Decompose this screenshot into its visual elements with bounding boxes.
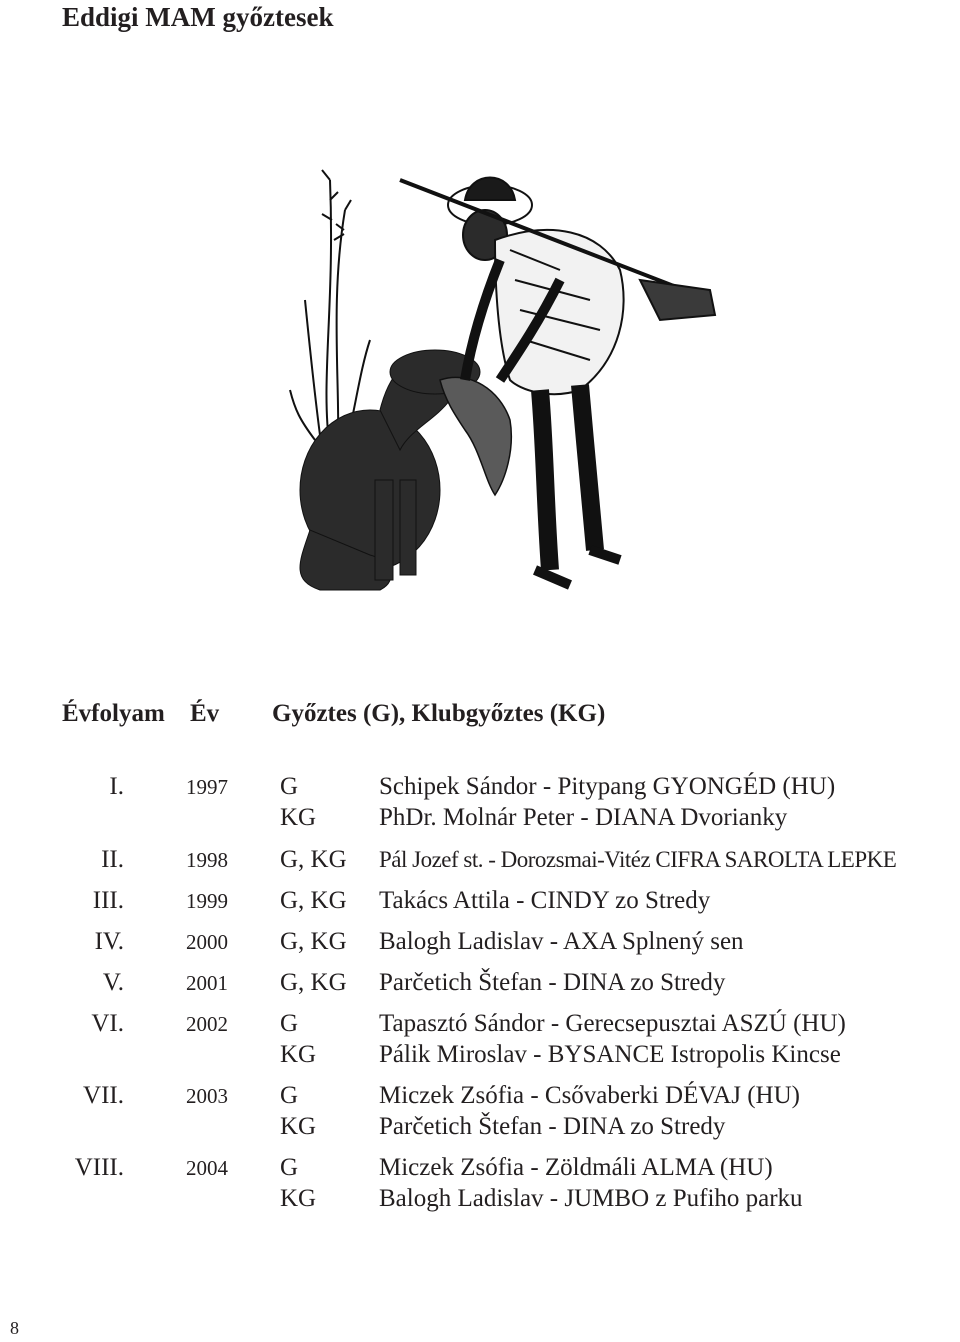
row-year: 2001 (186, 971, 228, 995)
page-number: 8 (10, 1318, 19, 1338)
row-category: KG (280, 1113, 317, 1140)
row-winner: PhDr. Molnár Peter - DIANA Dvorianky (379, 804, 788, 831)
row-winner: Miczek Zsófia - Zöldmáli ALMA (HU) (379, 1154, 773, 1181)
row-category: KG (280, 1041, 317, 1068)
row-winner: Balogh Ladislav - JUMBO z Pufiho parku (379, 1185, 803, 1212)
row-year: 2002 (186, 1012, 228, 1036)
row-category: G (280, 1082, 299, 1109)
hunter-with-dog-illustration (260, 150, 730, 620)
row-category: G, KG (280, 969, 347, 996)
row-edition: VII. (83, 1082, 124, 1109)
row-category: KG (280, 804, 317, 831)
row-year: 2003 (186, 1084, 228, 1108)
header-edition: Évfolyam (62, 700, 165, 727)
row-year: 1998 (186, 848, 228, 872)
row-winner: Balogh Ladislav - AXA Splnený sen (379, 928, 744, 955)
row-year: 1997 (186, 775, 228, 799)
row-winner: Parčetich Štefan - DINA zo Stredy (379, 969, 726, 996)
row-winner: Parčetich Štefan - DINA zo Stredy (379, 1113, 726, 1140)
row-winner: Takács Attila - CINDY zo Stredy (379, 887, 711, 914)
row-category: G (280, 1154, 299, 1181)
row-edition: II. (101, 846, 124, 873)
row-year: 2004 (186, 1156, 228, 1180)
page-title: Eddigi MAM győztesek (62, 2, 334, 32)
row-category: G (280, 773, 299, 800)
row-winner: Schipek Sándor - Pitypang GYONGÉD (HU) (379, 773, 836, 800)
row-edition: I. (109, 773, 124, 800)
row-category: G, KG (280, 928, 347, 955)
row-year: 2000 (186, 930, 228, 954)
row-category: G (280, 1010, 299, 1037)
row-edition: VIII. (74, 1154, 124, 1181)
row-category: G, KG (280, 887, 347, 914)
header-year: Év (190, 700, 220, 727)
row-edition: IV. (94, 928, 124, 955)
row-edition: III. (92, 887, 124, 914)
row-edition: VI. (91, 1010, 124, 1037)
row-winner: Miczek Zsófia - Csővaberki DÉVAJ (HU) (379, 1082, 800, 1109)
row-winner: Pál Jozef st. - Dorozsmai-Vitéz CIFRA SAROLTA LEPKE (379, 847, 897, 872)
row-winner: Pálik Miroslav - BYSANCE Istropolis Kincse (379, 1041, 841, 1068)
row-winner: Tapasztó Sándor - Gerecsepusztai ASZÚ (HU) (379, 1010, 846, 1037)
header-winner: Győztes (G), Klubgyőztes (KG) (272, 700, 606, 727)
row-year: 1999 (186, 889, 228, 913)
row-category: G, KG (280, 846, 347, 873)
row-edition: V. (102, 969, 124, 996)
row-category: KG (280, 1185, 317, 1212)
